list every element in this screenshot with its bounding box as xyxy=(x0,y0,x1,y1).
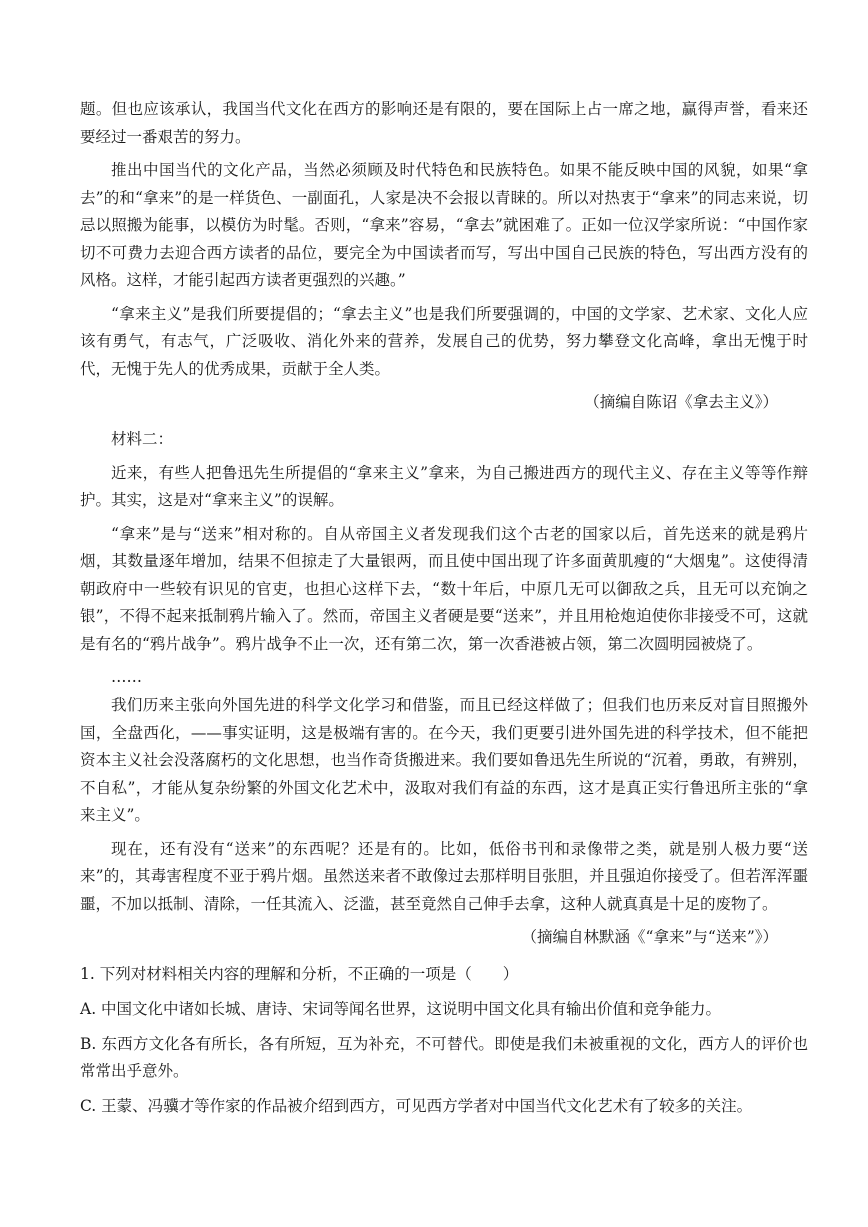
material2-source: （摘编自林默涵《“拿来”与“送来”》） xyxy=(521,928,778,946)
question-option-c: C. 王蒙、冯骥才等作家的作品被介绍到西方，可见西方学者对中国当代文化艺术有了较多的关注。 xyxy=(80,1097,753,1115)
material1-paragraph-1: 题。但也应该承认，我国当代文化在西方的影响还是有限的，要在国际上占一席之地，赢得声誉，看来还要经过一番艰苦的努力。 xyxy=(80,100,808,146)
question-option-a: A. 中国文化中诸如长城、唐诗、宋词等闻名世界，这说明中国文化具有输出价值和竞争能力。 xyxy=(80,1000,722,1018)
material2-paragraph-2: “拿来”是与“送来”相对称的。自从帝国主义者发现我们这个古老的国家以后，首先送来的就是鸦片烟，其数量逐年增加，结果不但掠走了大量银两，而且使中国出现了许多面黄肌瘦的“大烟鬼”。这使得清朝政府中一些较有识见的官吏，也担心这样下去，“数十年后，中原几无可以御敌之兵，且无可以充饷之银”，不得不起来抵制鸦片输入了。然而，帝国主义者硬是要“送来”，并且用枪炮迫使你非接受不可，这就是有名的“鸦片战争”。鸦片战争不止一次，还有第二次，第一次香港被占领，第二次圆明园被烧了。 xyxy=(80,524,808,653)
material1-source: （摘编自陈诏《拿去主义》） xyxy=(584,393,778,411)
question-option-b: B. 东西方文化各有所长，各有所短，互为补充，不可替代。即使是我们未被重视的文化，西方人的评价也常常出乎意外。 xyxy=(80,1035,808,1080)
material1-paragraph-2: 推出中国当代的文化产品，当然必须顾及时代特色和民族特色。如果不能反映中国的风貌，如果“拿去”的和“拿来”的是一样货色、一副面孔，人家是决不会报以青睐的。所以对热衷于“拿来”的同志来说，切忌以照搬为能事，以模仿为时髦。否则，“拿来”容易，“拿去”就困难了。正如一位汉学家所说：“中国作家切不可费力去迎合西方读者的品位，要完全为中国读者而写，写出中国自己民族的特色，写出西方没有的风格。这样，才能引起西方读者更强烈的兴趣。” xyxy=(80,161,808,289)
material1-paragraph-3: “拿来主义”是我们所要提倡的；“拿去主义”也是我们所要强调的，中国的文学家、艺术家、文化人应该有勇气，有志气，广泛吸收、消化外来的营养，发展自己的优势，努力攀登文化高峰，拿出无愧于时代，无愧于先人的优秀成果，贡献于全人类。 xyxy=(80,304,808,378)
material2-ellipsis: …… xyxy=(111,668,142,686)
material2-heading: 材料二： xyxy=(111,430,174,448)
question-stem: 1. 下列对材料相关内容的理解和分析，不正确的一项是（ ） xyxy=(80,965,519,983)
material2-paragraph-3: 我们历来主张向外国先进的科学文化学习和借鉴，而且已经这样做了；但我们也历来反对盲目照搬外国，全盘西化，——事实证明，这是极端有害的。在今天，我们更要引进外国先进的科学技术，但不能把资本主义社会没落腐朽的文化思想，也当作奇货搬进来。我们要如鲁迅先生所说的“沉着，勇敢，有辨别，不自私”，才能从复杂纷繁的外国文化艺术中，汲取对我们有益的东西，这才是真正实行鲁迅所主张的“拿来主义”。 xyxy=(80,696,808,824)
material2-paragraph-1: 近来，有些人把鲁迅先生所提倡的“拿来主义”拿来，为自己搬进西方的现代主义、存在主义等等作辩护。其实，这是对“拿来主义”的误解。 xyxy=(80,463,808,509)
material2-paragraph-4: 现在，还有没有“送来”的东西呢？还是有的。比如，低俗书刊和录像带之类，就是别人极力要“送来”的，其毒害程度不亚于鸦片烟。虽然送来者不敢像过去那样明目张胆，并且强迫你接受了。但若浑浑噩噩，不加以抵制、清除，一任其流入、泛滥，甚至竟然自己伸手去拿，这种人就真真是十足的废物了。 xyxy=(80,839,808,913)
